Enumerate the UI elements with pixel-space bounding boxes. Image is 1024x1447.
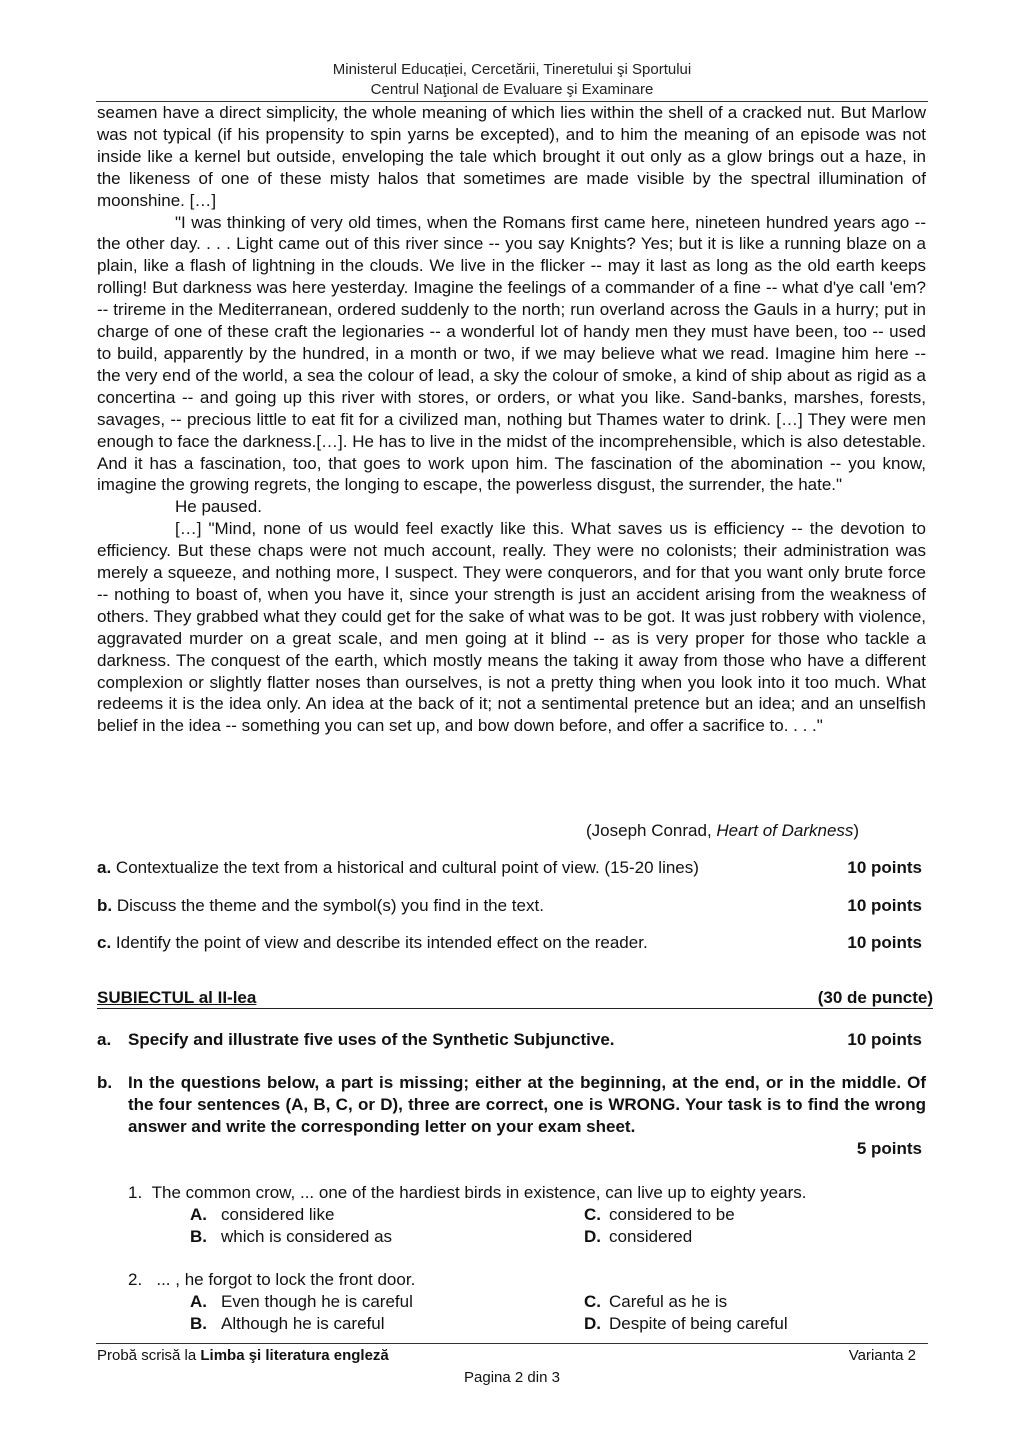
page-number: Pagina 2 din 3 <box>464 1369 560 1386</box>
ministry-name: Ministerul Educației, Cercetării, Tineretului şi Sportului <box>332 61 692 78</box>
task-points: 10 points <box>847 896 922 915</box>
task-label: a. <box>97 858 112 877</box>
footer-subject: Limba şi literatura engleză <box>200 1347 389 1364</box>
option-letter: B. <box>190 1227 207 1246</box>
task-a <box>97 857 926 879</box>
option-letter: D. <box>584 1314 601 1333</box>
task-text: Discuss the theme and the symbol(s) you find in the text. <box>112 896 544 915</box>
task-label: b. <box>97 1073 113 1092</box>
citation-author: (Joseph Conrad, <box>586 821 717 840</box>
task-label: c. <box>97 933 112 952</box>
task-b <box>97 895 926 917</box>
task-label: b. <box>97 896 113 915</box>
question-2-option-d <box>584 1313 788 1335</box>
question-2-option-c <box>584 1291 727 1313</box>
center-name: Centrul Naţional de Evaluare şi Examinare <box>370 81 654 98</box>
question-1-option-c <box>584 1204 735 1226</box>
task-points: 10 points <box>847 858 922 877</box>
question-1-option-b <box>190 1226 392 1248</box>
section-heading <box>97 987 933 1009</box>
passage-paragraph-3: He paused. <box>175 497 262 517</box>
option-letter: B. <box>190 1314 207 1333</box>
passage-citation <box>586 820 859 842</box>
passage-paragraph-2: "I was thinking of very old times, when the Romans first came here, nineteen hundred years ago -- the other day. . . . Light came out of this river since -- you say Knights? Yes; but it is like a running blaze on a plain, like a flash of lightning in the clouds. We live in the flicker -- may it last as long as the old earth keeps rolling! But darkness was here yesterday. Imagine the feelings of a commander of a fine -- what d'ye call 'em? -- trireme in the Mediterranean, ordered suddenly to the north; run overland across the Gauls in a hurry; put in charge of one of these craft the legionaries -- a wonderful lot of handy men they must have been, too -- used to build, apparently by the hundred, in a month or two, if we may believe what we read. Imagine him here -- the very end of the world, a sea the colour of lead, a sky the colour of smoke, a kind of ship about as rigid as a concertina -- and going up this river with stores, or orders, or what you like. Sand-banks, marshes, forests, savages, -- precious little to eat fit for a civilized man, nothing but Thames water to drink. […] They were men enough to face the darkness.[…]. He has to live in the midst of the incomprehensible, which is also detestable. And it has a fascination, too, that goes to work upon him. The fascination of the abomination -- you know, imagine the growing regrets, the longing to escape, the powerless disgust, the surrender, the hate." <box>97 212 926 495</box>
task-points: 10 points <box>847 933 922 952</box>
option-text: Despite of being careful <box>609 1314 788 1333</box>
option-text: Even though he is careful <box>221 1292 413 1311</box>
option-letter: C. <box>584 1205 601 1224</box>
footer-rule <box>96 1343 928 1344</box>
passage <box>97 102 926 737</box>
task-text: In the questions below, a part is missing; either at the beginning, at the end, or in the middle. Of the four sentences (A, B, C, or D), three are correct, one is WRONG. Your task is to find the wrong answer and write the corresponding letter on your exam sheet. <box>128 1073 926 1136</box>
task-text: Specify and illustrate five uses of the Synthetic Subjunctive. <box>128 1030 615 1049</box>
task-label: a. <box>97 1030 112 1049</box>
question-1 <box>128 1182 806 1204</box>
footer-exam-prefix: Probă scrisă la <box>97 1347 201 1364</box>
option-text: Although he is careful <box>221 1314 385 1333</box>
subject2-task-b <box>97 1072 926 1138</box>
question-number: 2. <box>128 1270 143 1289</box>
option-letter: D. <box>584 1227 601 1246</box>
option-text: Careful as he is <box>609 1292 728 1311</box>
question-2-option-b <box>190 1313 385 1335</box>
section-title: SUBIECTUL al II-lea <box>97 988 257 1007</box>
subject2-task-a <box>97 1029 926 1051</box>
question-1-option-d <box>584 1226 692 1248</box>
citation-close: ) <box>853 821 860 840</box>
passage-paragraph-1: seamen have a direct simplicity, the whole meaning of which lies within the shell of a cracked nut. But Marlow was not typical (if his propensity to spin yarns be excepted), and to him the meaning of an episode was not inside like a kernel but outside, enveloping the tale which brought it out only as a glow brings out a haze, in the likeness of one of these misty halos that sometimes are made visible by the spectral illumination of moonshine. […] <box>97 103 926 210</box>
citation-title: Heart of Darkness <box>716 821 854 840</box>
option-letter: A. <box>190 1292 207 1311</box>
task-points: 5 points <box>856 1139 922 1158</box>
task-points: 10 points <box>847 1030 922 1049</box>
page-header <box>96 60 928 100</box>
option-letter: C. <box>584 1292 601 1311</box>
question-1-option-a <box>190 1204 334 1226</box>
footer-exam-name <box>97 1346 389 1366</box>
task-text: Identify the point of view and describe its intended effect on the reader. <box>111 933 648 952</box>
option-text: considered <box>609 1227 693 1246</box>
section-points: (30 de puncte) <box>817 988 933 1007</box>
question-number: 1. <box>128 1183 143 1202</box>
footer-variant: Varianta 2 <box>848 1347 916 1364</box>
option-text: considered to be <box>609 1205 735 1224</box>
option-text: which is considered as <box>221 1227 393 1246</box>
task-text: Contextualize the text from a historical and cultural point of view. (15-20 lines) <box>111 858 699 877</box>
task-c <box>97 932 926 954</box>
passage-paragraph-4: […] "Mind, none of us would feel exactly like this. What saves us is efficiency -- the devotion to efficiency. But these chaps were not much account, really. They were no colonists; their administration was merely a squeeze, and nothing more, I suspect. They were conquerors, and for that you want only brute force -- nothing to boast of, when you have it, since your strength is just an accident arising from the weakness of others. They grabbed what they could get for the sake of what was to be got. It was just robbery with violence, aggravated murder on a great scale, and men going at it blind -- as is very proper for those who tackle a darkness. The conquest of the earth, which mostly means the taking it away from those who have a different complexion or slightly flatter noses than ourselves, is not a pretty thing when you look into it too much. What redeems it is the idea only. An idea at the back of it; not a sentimental pretence but an idea; and an unselfish belief in the idea -- something you can set up, and bow down before, and offer a sacrifice to. . . ." <box>97 519 926 736</box>
question-2-option-a <box>190 1291 413 1313</box>
question-stem: The common crow, ... one of the hardiest birds in existence, can live up to eighty years. <box>151 1183 807 1202</box>
question-2 <box>128 1269 415 1291</box>
question-stem: ... , he forgot to lock the front door. <box>156 1270 416 1289</box>
subject2-task-b-points-row <box>97 1138 926 1160</box>
option-text: considered like <box>221 1205 335 1224</box>
option-letter: A. <box>190 1205 207 1224</box>
